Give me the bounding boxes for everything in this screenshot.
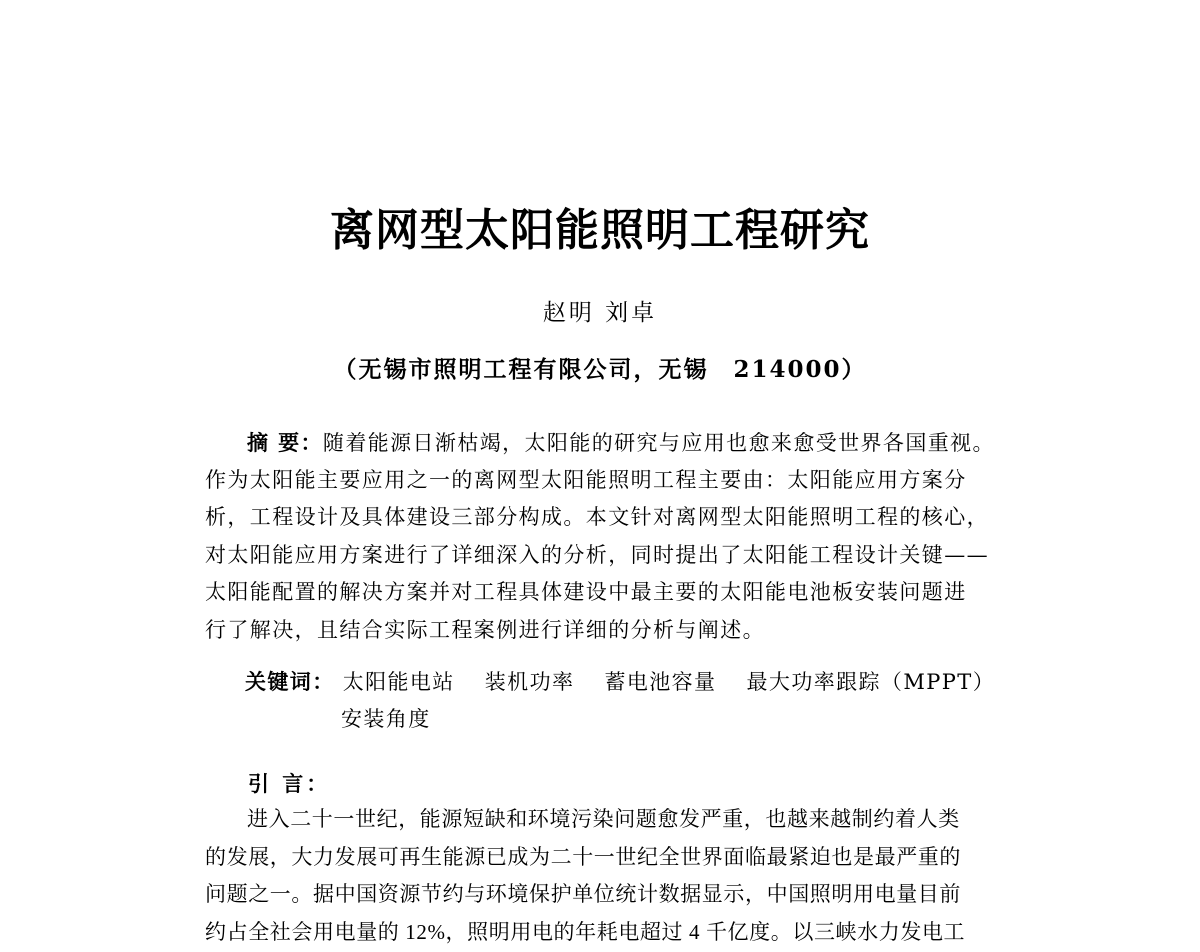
keywords xyxy=(245,663,1005,738)
intro-line: 的发展，大力发展可再生能源已成为二十一世纪全世界面临最紧迫也是最严重的 xyxy=(205,844,961,869)
intro-body xyxy=(205,801,995,951)
keyword: 蓄电池容量 xyxy=(604,670,717,694)
keywords-row xyxy=(245,663,1005,701)
abstract-text: 随着能源日渐枯竭，太阳能的研究与应用也愈来愈受世界各国重视。 xyxy=(322,431,995,455)
abstract-line: 析，工程设计及具体建设三部分构成。本文针对离网型太阳能照明工程的核心， xyxy=(205,505,989,529)
abstract-label: 摘 要： xyxy=(247,430,323,455)
keyword: 太阳能电站 xyxy=(342,670,455,694)
author-list: 赵明 刘卓 xyxy=(542,300,658,326)
intro-line: 约占全社会用电量的 12%，照明用电的年耗电超过 4 千亿度。以三峡水力发电工 xyxy=(205,919,966,944)
keywords-row xyxy=(245,701,1005,739)
abstract-line: 作为太阳能主要应用之一的离网型太阳能照明工程主要由：太阳能应用方案分 xyxy=(205,467,967,492)
intro-line: 问题之一。据中国资源节约与环境保护单位统计数据显示，中国照明用电量目前 xyxy=(205,882,961,906)
paper-title: 离网型太阳能照明工程研究 xyxy=(330,205,870,256)
abstract xyxy=(205,424,995,649)
abstract-line xyxy=(205,424,995,462)
keyword: 安装角度 xyxy=(341,706,431,731)
affiliation: （无锡市照明工程有限公司，无锡 214000） xyxy=(333,356,867,383)
keyword: 装机功率 xyxy=(484,670,575,694)
intro-heading: 引 言： xyxy=(248,771,331,796)
abstract-line: 太阳能配置的解决方案并对工程具体建设中最主要的太阳能电池板安装问题进 xyxy=(205,580,967,604)
keyword: 最大功率跟踪（MPPT） xyxy=(746,670,996,694)
abstract-line: 对太阳能应用方案进行了详细深入的分析，同时提出了太阳能工程设计关键—— xyxy=(205,542,989,567)
abstract-line: 行了解决，且结合实际工程案例进行详细的分析与阐述。 xyxy=(205,617,765,642)
intro-line: 进入二十一世纪，能源短缺和环境污染问题愈发严重，也越来越制约着人类 xyxy=(247,807,960,831)
keywords-label: 关键词： xyxy=(245,669,335,694)
